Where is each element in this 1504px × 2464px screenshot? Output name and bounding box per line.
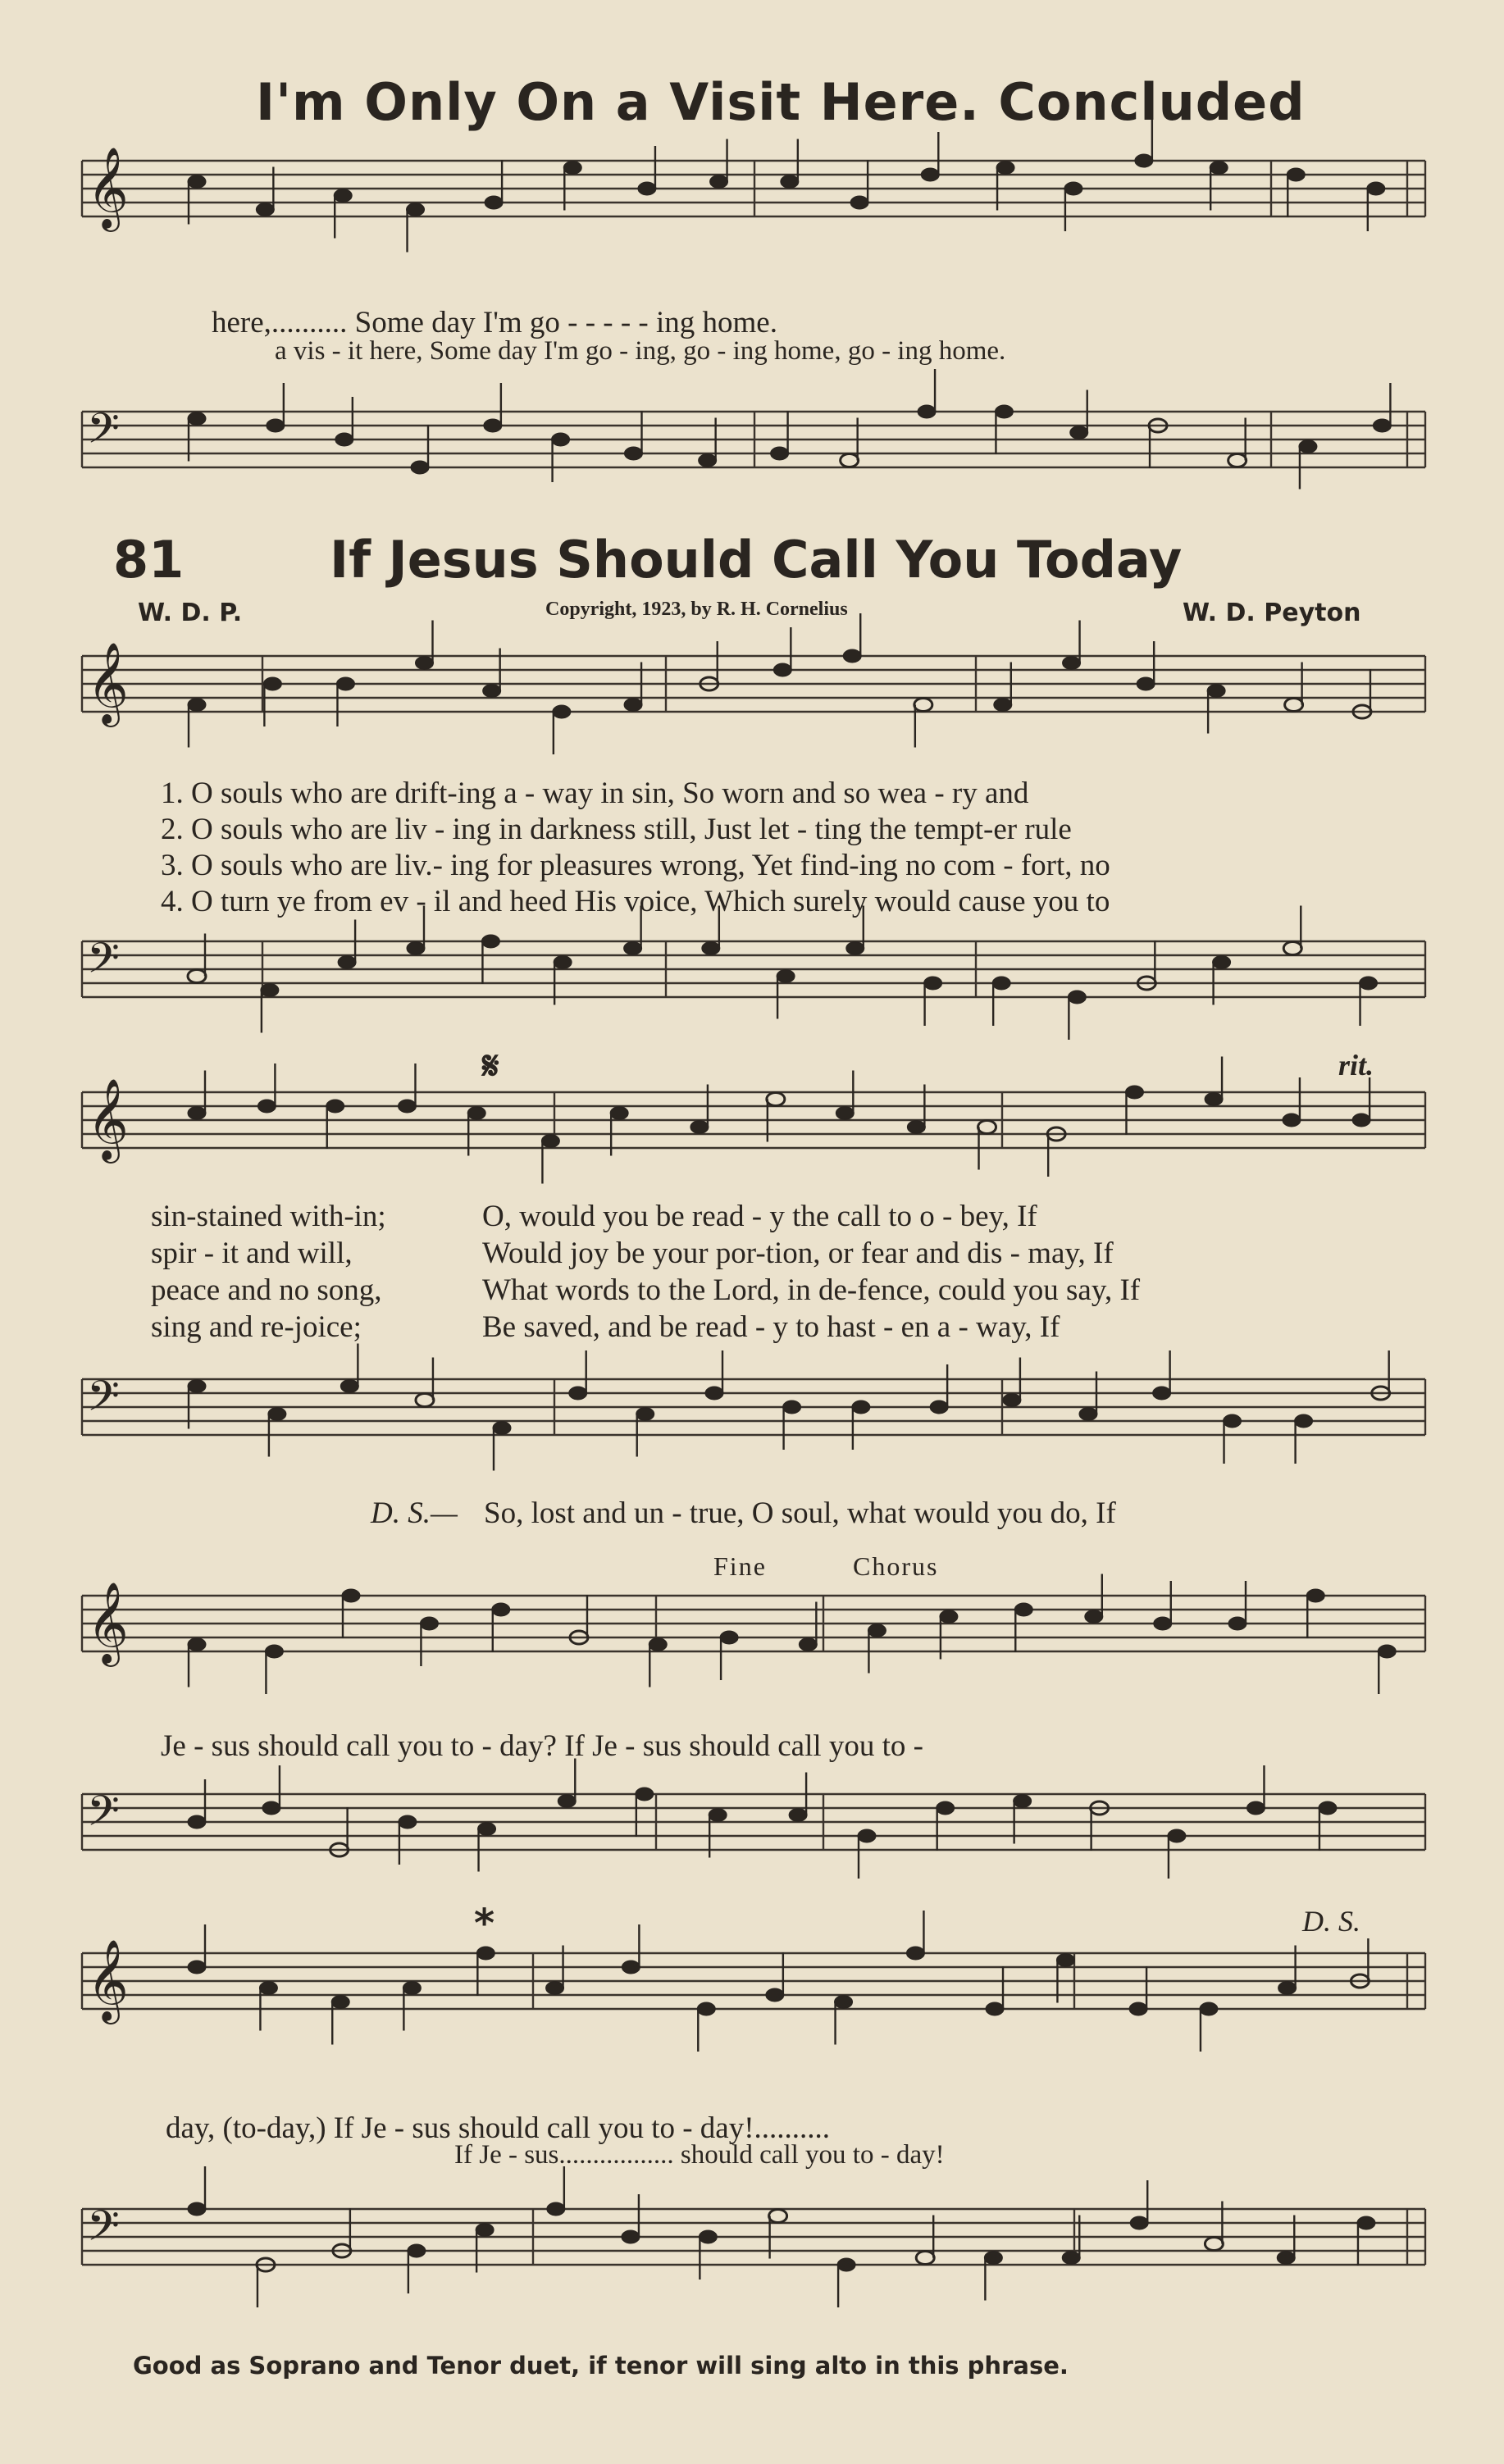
notehead bbox=[624, 699, 642, 712]
notehead bbox=[699, 454, 717, 467]
music-credit: W. D. Peyton bbox=[1183, 599, 1361, 627]
notehead bbox=[921, 168, 939, 181]
notehead bbox=[994, 699, 1012, 712]
notehead bbox=[263, 677, 281, 690]
words-credit: W. D. P. bbox=[138, 599, 243, 627]
asterisk-marker: * bbox=[474, 1901, 495, 1947]
chorus-lyrics-line-3: If Je - sus................. should call you to - day! bbox=[454, 2140, 945, 2170]
notehead bbox=[1213, 956, 1231, 969]
notehead bbox=[326, 1100, 344, 1113]
refrain-verse-4: Be saved, and be read - y to hast - en a - way, If bbox=[482, 1310, 1060, 1344]
ds-marker: D. S. bbox=[1302, 1905, 1360, 1938]
notehead bbox=[1129, 2002, 1147, 2015]
notehead bbox=[1283, 942, 1301, 955]
notehead bbox=[766, 1988, 784, 2002]
notehead bbox=[188, 1107, 206, 1120]
notehead bbox=[338, 956, 356, 969]
ds-lyrics: So, lost and un - true, O soul, what would you do, If bbox=[484, 1496, 1116, 1530]
notehead bbox=[188, 1961, 206, 1974]
treble-clef: 𝄞 bbox=[87, 1939, 129, 2021]
footnote: Good as Soprano and Tenor duet, if tenor will sing alto in this phrase. bbox=[133, 2352, 1069, 2380]
notehead bbox=[547, 2202, 565, 2216]
notehead bbox=[649, 1638, 667, 1651]
notehead bbox=[636, 1408, 654, 1421]
verse-3-line: 3. O souls who are liv.- ing for pleasures wrong, Yet find-ing no com - fort, no bbox=[161, 849, 1110, 882]
notehead bbox=[1168, 1829, 1186, 1842]
notehead bbox=[1205, 2238, 1223, 2251]
notehead bbox=[799, 1638, 817, 1651]
notehead bbox=[420, 1617, 438, 1630]
notehead bbox=[1153, 1387, 1171, 1400]
notehead bbox=[267, 419, 285, 432]
notehead bbox=[261, 984, 279, 997]
notehead bbox=[1137, 677, 1155, 690]
notehead bbox=[995, 405, 1013, 418]
notehead bbox=[188, 1638, 206, 1651]
notehead bbox=[1210, 162, 1228, 175]
verse-1-line: 1. O souls who are drift-ing a - way in sin, So worn and so wea - ry and bbox=[161, 777, 1029, 810]
notehead bbox=[624, 942, 642, 955]
notehead bbox=[978, 1121, 996, 1134]
notehead bbox=[256, 203, 274, 216]
notehead bbox=[1306, 1589, 1324, 1602]
segno-sign: 𝄋 bbox=[482, 1043, 499, 1089]
notehead bbox=[1130, 2216, 1148, 2229]
notehead bbox=[699, 2230, 717, 2243]
verse-1-end: sin-stained with-in; bbox=[151, 1200, 386, 1233]
chorus-label: Chorus bbox=[853, 1551, 939, 1581]
notehead bbox=[610, 1107, 628, 1120]
notehead bbox=[1062, 2252, 1080, 2265]
notehead bbox=[835, 1996, 853, 2009]
notehead bbox=[1285, 699, 1303, 712]
notehead bbox=[1056, 1954, 1074, 1967]
notehead bbox=[553, 705, 571, 718]
notehead bbox=[558, 1795, 576, 1808]
notehead bbox=[411, 461, 429, 474]
notehead bbox=[767, 1093, 785, 1106]
notehead bbox=[837, 2258, 855, 2271]
refrain-verse-1: O, would you be read - y the call to o - bey, If bbox=[482, 1200, 1037, 1233]
notehead bbox=[930, 1401, 948, 1414]
notehead bbox=[868, 1624, 886, 1637]
notehead bbox=[1063, 657, 1081, 670]
notehead bbox=[403, 1982, 421, 1995]
notehead bbox=[262, 1801, 280, 1815]
notehead bbox=[334, 189, 352, 203]
notehead bbox=[1085, 1610, 1103, 1624]
notehead bbox=[1064, 182, 1082, 195]
bass-clef: 𝄢 bbox=[87, 1786, 120, 1846]
notehead bbox=[188, 970, 206, 983]
notehead bbox=[188, 699, 206, 712]
notehead bbox=[1079, 1408, 1097, 1421]
notehead bbox=[690, 1121, 709, 1134]
notehead bbox=[781, 175, 799, 189]
notehead bbox=[777, 970, 795, 983]
verse-4-line: 4. O turn ye from ev - il and heed His voice, Which surely would cause you to bbox=[161, 885, 1110, 918]
notehead bbox=[1357, 2216, 1375, 2229]
notehead bbox=[1125, 1086, 1143, 1099]
bass-clef: 𝄢 bbox=[87, 403, 120, 463]
notehead bbox=[836, 1107, 854, 1120]
notehead bbox=[1283, 1114, 1301, 1127]
treble-clef: 𝄞 bbox=[87, 642, 129, 724]
notehead bbox=[1287, 168, 1305, 181]
notehead bbox=[1278, 1982, 1297, 1995]
notehead bbox=[416, 657, 434, 670]
notehead bbox=[1070, 426, 1088, 440]
notehead bbox=[258, 1100, 276, 1113]
notehead bbox=[720, 1631, 738, 1644]
notehead bbox=[1360, 977, 1378, 990]
notehead bbox=[622, 1961, 640, 1974]
notehead bbox=[265, 1645, 283, 1658]
notehead bbox=[996, 162, 1014, 175]
notehead bbox=[1295, 1414, 1313, 1428]
concluded-lyrics-line-2: a vis - it here, Some day I'm go - ing, go - ing home, go - ing home. bbox=[275, 336, 1006, 366]
bass-clef: 𝄢 bbox=[87, 2201, 120, 2261]
notehead bbox=[789, 1809, 807, 1822]
notehead bbox=[638, 182, 656, 195]
notehead bbox=[1319, 1801, 1337, 1815]
notehead bbox=[1352, 1114, 1370, 1127]
notehead bbox=[407, 203, 425, 216]
notehead bbox=[986, 2002, 1004, 2015]
notehead bbox=[335, 433, 353, 446]
notehead bbox=[1373, 419, 1391, 432]
notehead bbox=[340, 1380, 358, 1393]
notehead bbox=[1154, 1617, 1172, 1630]
notehead bbox=[622, 2230, 640, 2243]
notehead bbox=[484, 419, 502, 432]
verse-2-end: spir - it and will, bbox=[151, 1237, 353, 1270]
notehead bbox=[552, 433, 570, 446]
notehead bbox=[846, 942, 864, 955]
verse-2-line: 2. O souls who are liv - ing in darkness still, Just let - ting the tempt-er rule bbox=[161, 813, 1072, 846]
notehead bbox=[336, 677, 354, 690]
chorus-lyrics-line-1: Je - sus should call you to - day? If Je - sus should call you to - bbox=[161, 1729, 923, 1763]
notehead bbox=[188, 175, 206, 189]
notehead bbox=[476, 2224, 494, 2237]
notehead bbox=[569, 1387, 587, 1400]
notehead bbox=[546, 1982, 564, 1995]
bass-clef: 𝄢 bbox=[87, 1371, 120, 1431]
verse-3-end: peace and no song, bbox=[151, 1273, 382, 1307]
notehead bbox=[914, 699, 932, 712]
notehead bbox=[1207, 685, 1225, 698]
notehead bbox=[188, 2202, 206, 2216]
notehead bbox=[483, 685, 501, 698]
notehead bbox=[697, 2002, 715, 2015]
notehead bbox=[541, 1135, 559, 1148]
notehead bbox=[1367, 182, 1385, 195]
fine-label: Fine bbox=[713, 1551, 767, 1581]
notehead bbox=[1014, 1603, 1032, 1616]
chorus-lyrics-line-2: day, (to-day,) If Je - sus should call you to - day!.......... bbox=[166, 2111, 831, 2145]
notehead bbox=[467, 1107, 485, 1120]
hymn-number: 81 bbox=[113, 530, 185, 590]
notehead bbox=[841, 454, 859, 467]
notehead bbox=[407, 942, 425, 955]
ds-label: D. S.— bbox=[371, 1496, 458, 1530]
treble-clef: 𝄞 bbox=[87, 147, 129, 229]
concluded-lyrics-line-1: here,.......... Some day I'm go - - - - - ing home. bbox=[212, 306, 777, 339]
notehead bbox=[1228, 454, 1246, 467]
notehead bbox=[1014, 1795, 1032, 1808]
notehead bbox=[268, 1408, 286, 1421]
treble-clef: 𝄞 bbox=[87, 1582, 129, 1664]
refrain-verse-2: Would joy be your por-tion, or fear and dis - may, If bbox=[482, 1237, 1114, 1270]
notehead bbox=[1200, 2002, 1218, 2015]
notehead bbox=[992, 977, 1010, 990]
notehead bbox=[1135, 154, 1153, 167]
treble-clef: 𝄞 bbox=[87, 1078, 129, 1160]
notehead bbox=[1228, 1617, 1246, 1630]
notehead bbox=[188, 412, 206, 426]
hymn-title: If Jesus Should Call You Today bbox=[330, 530, 1183, 590]
notehead bbox=[702, 942, 720, 955]
notehead bbox=[1205, 1093, 1223, 1106]
notehead bbox=[773, 663, 791, 676]
notehead bbox=[771, 447, 789, 460]
notehead bbox=[940, 1610, 958, 1624]
notehead bbox=[476, 1947, 494, 1960]
notehead bbox=[493, 1422, 511, 1435]
notehead bbox=[563, 162, 581, 175]
notehead bbox=[769, 2210, 787, 2223]
notehead bbox=[1068, 991, 1086, 1004]
notehead bbox=[1378, 1645, 1396, 1658]
notehead bbox=[331, 1996, 349, 2009]
notehead bbox=[342, 1589, 360, 1602]
notehead bbox=[858, 1829, 876, 1842]
notehead bbox=[907, 1121, 925, 1134]
notehead bbox=[709, 1809, 727, 1822]
notehead bbox=[783, 1401, 801, 1414]
copyright-notice: Copyright, 1923, by R. H. Cornelius bbox=[545, 599, 848, 620]
refrain-verse-3: What words to the Lord, in de-fence, could you say, If bbox=[482, 1273, 1141, 1307]
notehead bbox=[984, 2252, 1002, 2265]
bass-clef: 𝄢 bbox=[87, 933, 120, 993]
notehead bbox=[850, 196, 868, 209]
notehead bbox=[843, 649, 861, 663]
notehead bbox=[852, 1401, 870, 1414]
notehead bbox=[416, 1394, 434, 1407]
notehead bbox=[398, 1100, 416, 1113]
notehead bbox=[1299, 440, 1317, 453]
notehead bbox=[705, 1387, 723, 1400]
notehead bbox=[188, 1380, 206, 1393]
notehead bbox=[1277, 2252, 1295, 2265]
notehead bbox=[918, 405, 936, 418]
notehead bbox=[485, 196, 503, 209]
notehead bbox=[924, 977, 942, 990]
notehead bbox=[1224, 1414, 1242, 1428]
notehead bbox=[1246, 1801, 1265, 1815]
notehead bbox=[188, 1815, 206, 1829]
notehead bbox=[554, 956, 572, 969]
notehead bbox=[408, 2244, 426, 2257]
notehead bbox=[710, 175, 728, 189]
notehead bbox=[937, 1801, 955, 1815]
notehead bbox=[259, 1982, 277, 1995]
notehead bbox=[478, 1823, 496, 1836]
notehead bbox=[916, 2252, 934, 2265]
notehead bbox=[636, 1788, 654, 1801]
concluded-title: I'm Only On a Visit Here. Concluded bbox=[256, 72, 1306, 132]
notehead bbox=[399, 1815, 417, 1829]
notehead bbox=[1003, 1394, 1021, 1407]
notehead bbox=[481, 935, 499, 948]
ritardando-marking: rit. bbox=[1338, 1049, 1374, 1082]
notehead bbox=[624, 447, 642, 460]
notehead bbox=[906, 1947, 924, 1960]
verse-4-end: sing and re-joice; bbox=[151, 1310, 362, 1344]
notehead bbox=[492, 1603, 510, 1616]
